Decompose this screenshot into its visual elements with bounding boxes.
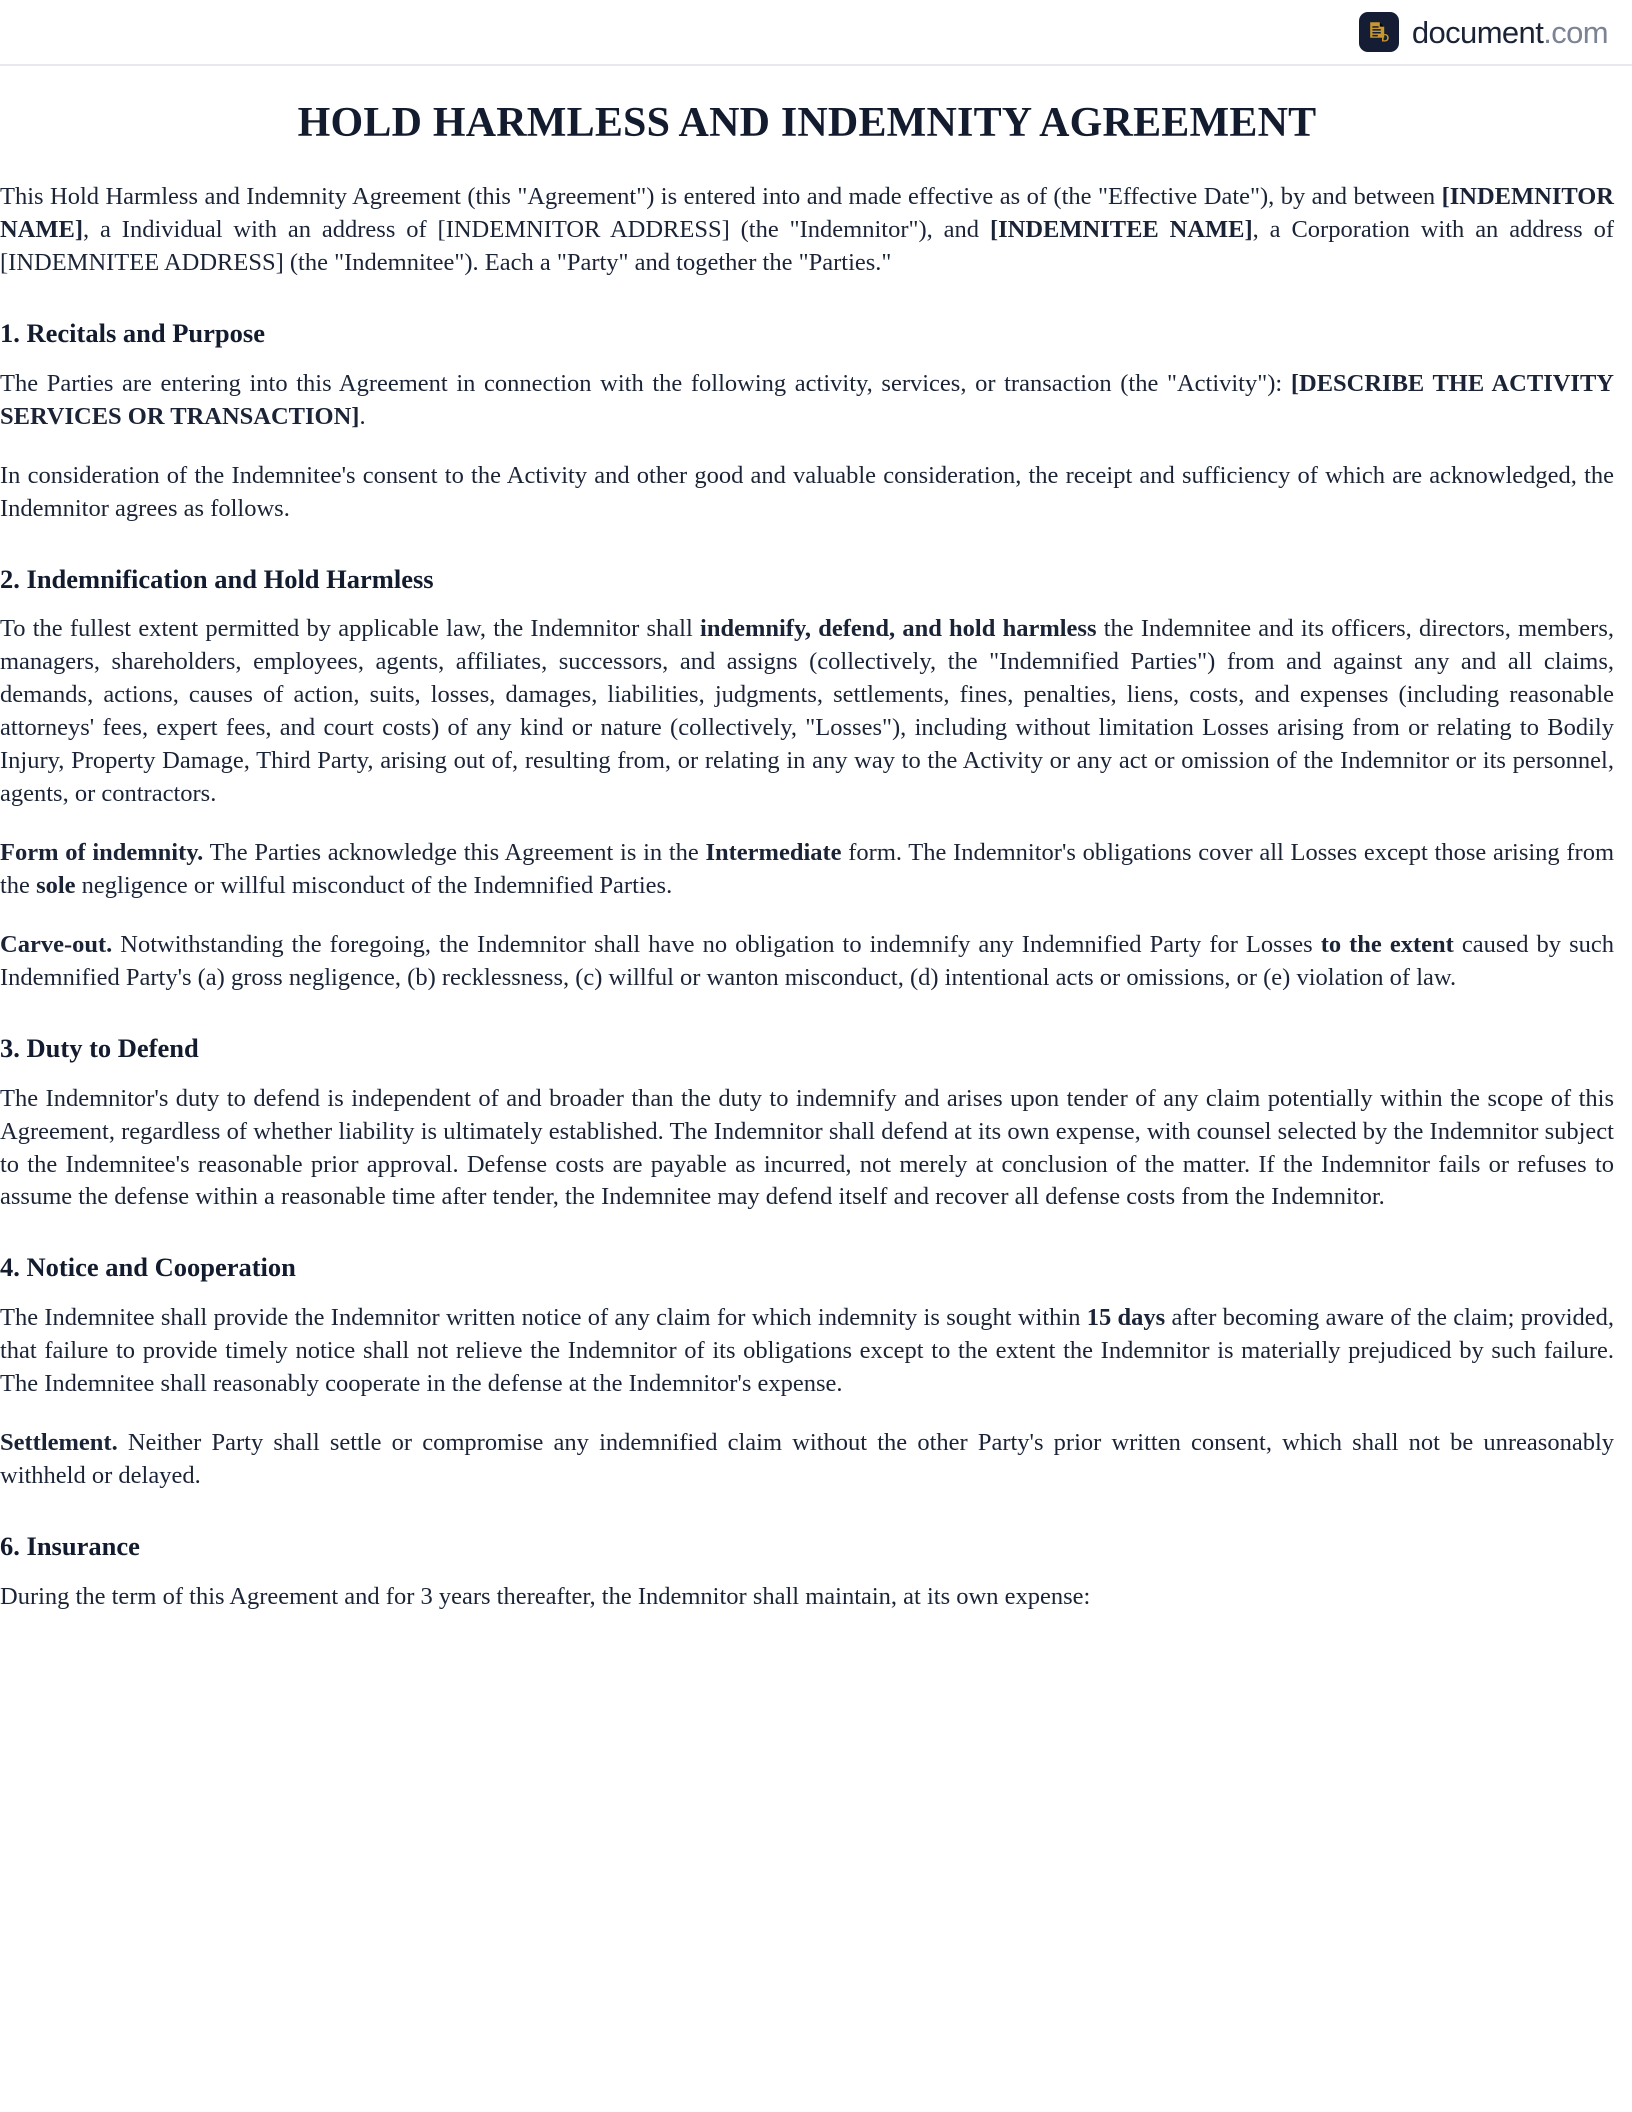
s4-p1-text-a: The Indemnitee shall provide the Indemnitor written notice of any claim for which indemnity is sought within <box>0 1304 1087 1332</box>
s2-p2-text-b: form. The Indemnitor's obligations cover all Losses except those arising from the <box>0 839 1615 900</box>
s2-p3-text-b: caused by such Indemnified Party's (a) gross negligence, (b) recklessness, (c) willful or wanton misconduct, (d) intentional acts or omissions, or (e) violation of law. <box>0 930 1614 991</box>
s1-p1-text-a: The Parties are entering into this Agreement in connection with the following activity, services, or transaction (the "Activity"): <box>0 369 1291 397</box>
indemnitee-name-placeholder: [INDEMNITEE NAME] <box>989 216 1253 244</box>
s1-p1-text-b: . <box>359 402 366 430</box>
indemnitor-name-placeholder: [INDEMNITOR NAME] <box>0 183 1614 244</box>
s2-p3-text-a: Notwithstanding the foregoing, the Indemnitor shall have no obligation to indemnify any Indemnified Party for Losses <box>112 930 1321 958</box>
s2-p2-bold-sole: sole <box>36 872 76 900</box>
s2-p2-text-a: The Parties acknowledge this Agreement is in the <box>203 839 706 867</box>
s4-p2-text-a: Neither Party shall settle or compromise any indemnified claim without the other Party's prior written consent, which shall not be unreasonably withheld or delayed. <box>0 1428 1614 1489</box>
section-6-paragraph-1: During the term of this Agreement and for 3 years thereafter, the Indemnitor shall maintain, at its own expense: <box>0 1582 1091 1610</box>
document-logo-icon <box>1359 12 1399 52</box>
section-4-paragraph-1 <box>0 1302 1614 1401</box>
settlement-label: Settlement. <box>0 1428 118 1456</box>
brand-word: document <box>1411 14 1544 50</box>
intro-text-a: This Hold Harmless and Indemnity Agreement (this "Agreement") is entered into and made effective as of (the "Effective Date"), by and between <box>0 183 1442 211</box>
section-1-paragraph-2: In consideration of the Indemnitee's consent to the Activity and other good and valuable consideration, the receipt and sufficiency of which are acknowledged, the Indemnitor agrees as follows. <box>0 461 1614 522</box>
section-2-form-of-indemnity <box>0 837 1614 903</box>
section-heading-indemnification: 2. Indemnification and Hold Harmless <box>0 563 434 594</box>
s4-p1-text-b: after becoming aware of the claim; provided, that failure to provide timely notice shall not relieve the Indemnitor of its obligations except to the extent the Indemnitor is materially prejudiced by such failure. The Indemnitee shall reasonably cooperate in the defense at the Indemnitor's expense. <box>0 1304 1614 1398</box>
s2-p1-text-b: the Indemnitee and its officers, directors, members, managers, shareholders, employees, agents, affiliates, successors, and assigns (collectively, the "Indemnified Parties") from and against any and all claims, demands, actions, causes of action, suits, losses, damages, liabilities, judgments, settlements, fines, penalties, liens, costs, and expenses (including reasonable attorneys' fees, expert fees, and court costs) of any kind or nature (collectively, "Losses"), including without limitation Losses arising from or relating to Bodily Injury, Property Damage, Third Party, arising out of, resulting from, or relating in any way to the Activity or any act or omission of the Indemnitor or its personnel, agents, or contractors. <box>0 615 1614 808</box>
page-header <box>0 0 1632 66</box>
svg-text:D: D <box>1381 32 1390 45</box>
section-heading-recitals: 1. Recitals and Purpose <box>0 318 265 349</box>
s2-p2-text-c: negligence or willful misconduct of the Indemnified Parties. <box>75 872 673 900</box>
s2-p1-text-a: To the fullest extent permitted by applicable law, the Indemnitor shall <box>0 615 701 643</box>
intro-text-c: , a Corporation with an address of [INDEMNITEE ADDRESS] (the "Indemnitee"). Each a "Party" and together the "Parties." <box>0 216 1614 277</box>
notice-period-value: 15 days <box>1086 1304 1166 1332</box>
brand-logo[interactable] <box>1359 12 1608 52</box>
section-heading-insurance: 6. Insurance <box>0 1530 140 1561</box>
intro-paragraph <box>0 181 1614 280</box>
form-of-indemnity-label: Form of indemnity. <box>0 839 204 867</box>
section-heading-duty-to-defend: 3. Duty to Defend <box>0 1032 199 1063</box>
activity-placeholder: [DESCRIBE THE ACTIVITY SERVICES OR TRANSACTION] <box>0 369 1614 430</box>
s2-p3-bold-phrase: to the extent <box>1320 930 1454 958</box>
section-4-settlement <box>0 1427 1614 1493</box>
section-2-paragraph-1 <box>0 613 1614 811</box>
bottom-spacer <box>0 1640 1614 1650</box>
section-1-paragraph-1 <box>0 368 1614 434</box>
section-heading-notice-cooperation: 4. Notice and Cooperation <box>0 1252 296 1283</box>
section-2-carve-out <box>0 929 1614 995</box>
document-body <box>0 99 1632 1650</box>
section-3-paragraph-1: The Indemnitor's duty to defend is independent of and broader than the duty to indemnify and arises upon tender of any claim potentially within the scope of this Agreement, regardless of whether liability is ultimately established. The Indemnitor shall defend at its own expense, with counsel selected by the Indemnitor subject to the Indemnitee's reasonable prior approval. Defense costs are payable as incurred, not merely at conclusion of the matter. If the Indemnitor fails or refuses to assume the defense within a reasonable time after tender, the Indemnitee may defend itself and recover all defense costs from the Indemnitor. <box>0 1084 1614 1211</box>
s2-p1-bold-phrase: indemnify, defend, and hold harmless <box>700 615 1097 643</box>
document-title: HOLD HARMLESS AND INDEMNITY AGREEMENT <box>297 100 1317 146</box>
brand-tld: .com <box>1543 14 1608 50</box>
intro-text-b: , a Individual with an address of [INDEMNITOR ADDRESS] (the "Indemnitor"), and <box>83 216 990 244</box>
carve-out-label: Carve-out. <box>0 930 113 958</box>
indemnity-form-value: Intermediate <box>705 839 842 867</box>
brand-wordmark <box>1411 14 1608 50</box>
